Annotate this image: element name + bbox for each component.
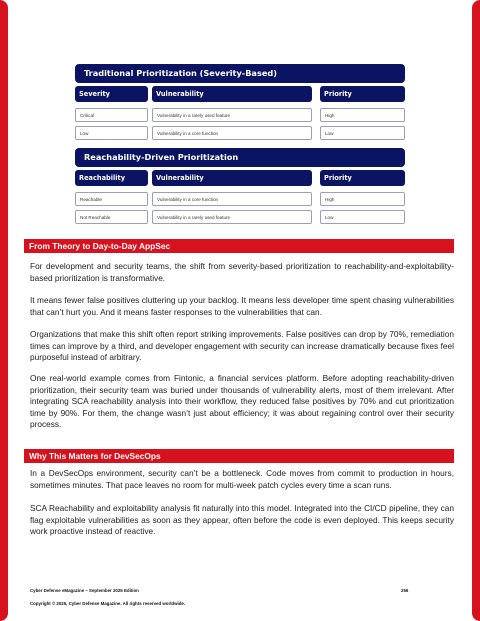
traditional-row1-priority: High <box>320 108 405 122</box>
left-red-edge-bar <box>0 0 8 621</box>
traditional-table-title: Traditional Prioritization (Severity-Based) <box>75 64 405 83</box>
reachability-row1-priority: High <box>320 192 405 206</box>
reachability-row2-vulnerability: Vulnerability in a rarely used feature <box>152 210 312 224</box>
footer-copyright: Copyright © 2025, Cyber Defense Magazine. All rights reserved worldwide. <box>30 601 186 606</box>
traditional-row1-severity: Critical <box>75 108 148 122</box>
traditional-row2-priority: Low <box>320 126 405 140</box>
section-heading-devsecops: Why This Matters for DevSecOps <box>24 449 454 463</box>
reachability-header-reachability: Reachability <box>75 170 148 186</box>
reachability-row2-reachability: Not Reachable <box>75 210 148 224</box>
reachability-row2-priority: Low <box>320 210 405 224</box>
traditional-row1-vulnerability: Vulnerability in a rarely used feature <box>152 108 312 122</box>
traditional-row2-vulnerability: Vulnerability in a core function <box>152 126 312 140</box>
reachability-header-priority: Priority <box>320 170 405 186</box>
paragraph: One real-world example comes from Fintonic, a financial services platform. Before adopting reachability-driven prioritization, their security team was buried under thousands of vulnerability alerts, most of them irrelevant. After integrating SCA reachability analysis into their workflow, they reduced false positives by 70% and cut prioritization time by 90%. For them, the change wasn’t just about efficiency; it was about regaining control over their security process. <box>30 373 454 430</box>
section-heading-theory: From Theory to Day-to-Day AppSec <box>24 239 454 253</box>
paragraph: It means fewer false positives cluttering up your backlog. It means less developer time spent chasing vulnerabilities that can’t hurt you. And it means faster responses to the vulnerabilities that can. <box>30 295 454 317</box>
reachability-table-title: Reachability-Driven Prioritization <box>75 148 405 167</box>
reachability-row1-vulnerability: Vulnerability in a core function <box>152 192 312 206</box>
paragraph: In a DevSecOps environment, security can’t be a bottleneck. Code moves from commit to production in hours, sometimes minutes. That pace leaves no room for multi-week patch cycles every time a scan runs. <box>30 468 454 490</box>
traditional-header-vulnerability: Vulnerability <box>152 86 312 102</box>
paragraph: SCA Reachability and exploitability analysis fit naturally into this model. Integrated into the CI/CD pipeline, they can flag exploitable vulnerabilities as soon as they appear, often before the code is even deployed. This keeps security work proactive instead of reactive. <box>30 503 454 537</box>
footer-page-number: 256 <box>401 588 409 593</box>
reachability-header-vulnerability: Vulnerability <box>152 170 312 186</box>
reachability-row1-reachability: Reachable <box>75 192 148 206</box>
right-red-edge-bar <box>472 0 480 621</box>
traditional-row2-severity: Low <box>75 126 148 140</box>
traditional-header-priority: Priority <box>320 86 405 102</box>
footer-edition: Cyber Defense eMagazine – September 2025 Edition <box>30 588 139 593</box>
paragraph: For development and security teams, the shift from severity-based prioritization to reachability-and-exploitability-based prioritization is transformative. <box>30 261 454 283</box>
traditional-header-severity: Severity <box>75 86 148 102</box>
paragraph: Organizations that make this shift often report striking improvements. False positives can drop by 70%, remediation times can improve by a third, and developer engagement with security can increase dramatically because fixes feel purposeful instead of arbitrary. <box>30 329 454 363</box>
